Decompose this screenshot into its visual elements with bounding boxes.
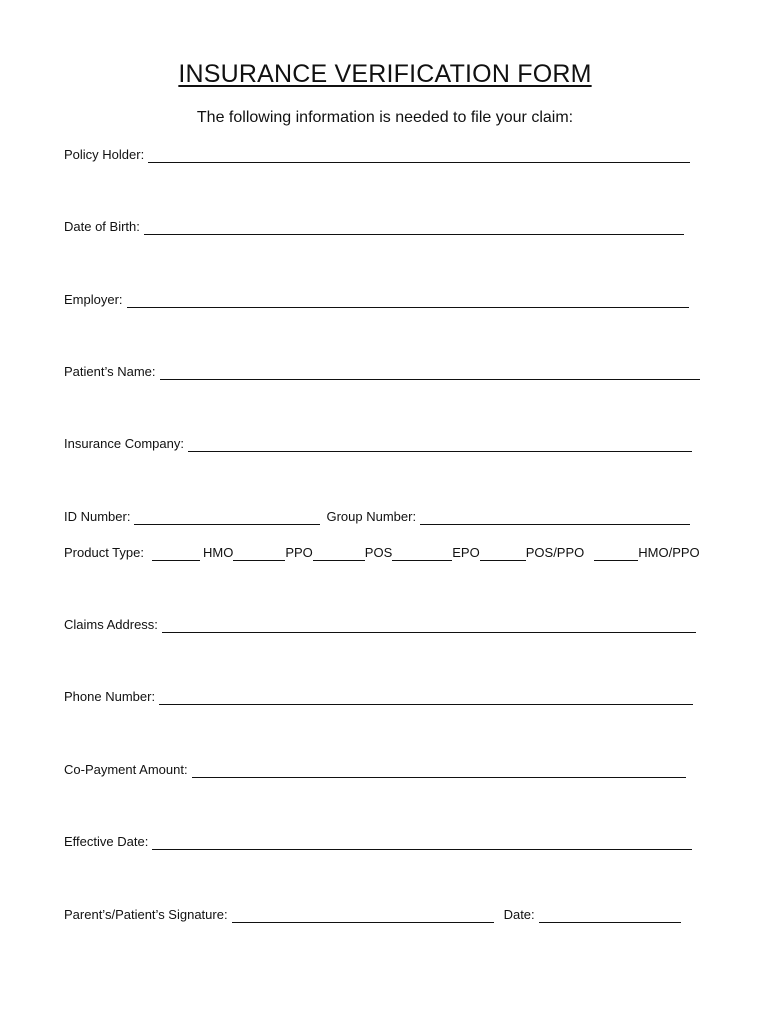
product-type-label: Product Type: bbox=[64, 545, 144, 560]
product-hmo-ppo-blank[interactable] bbox=[594, 546, 638, 561]
insurance-company-row bbox=[64, 432, 692, 452]
product-hmo-blank[interactable] bbox=[152, 546, 200, 561]
dob-row bbox=[64, 215, 684, 235]
insurance-company-label: Insurance Company: bbox=[64, 436, 184, 451]
product-option-ppo: PPO bbox=[285, 545, 313, 560]
id-number-label: ID Number: bbox=[64, 509, 131, 524]
product-option-pos-ppo: POS/PPO bbox=[525, 545, 585, 560]
date-field[interactable] bbox=[539, 908, 681, 923]
patient-name-field[interactable] bbox=[160, 365, 700, 380]
claims-address-label: Claims Address: bbox=[64, 617, 158, 632]
claims-address-field[interactable] bbox=[162, 618, 696, 633]
group-number-field[interactable] bbox=[420, 510, 690, 525]
form-title: INSURANCE VERIFICATION FORM bbox=[178, 60, 592, 88]
product-type-row bbox=[64, 541, 700, 561]
group-number-label: Group Number: bbox=[326, 509, 417, 524]
copay-row bbox=[64, 758, 686, 778]
phone-number-label: Phone Number: bbox=[64, 689, 156, 704]
copay-field[interactable] bbox=[192, 763, 686, 778]
product-option-hmo-ppo: HMO/PPO bbox=[638, 545, 700, 560]
employer-row bbox=[64, 288, 689, 308]
effective-date-field[interactable] bbox=[152, 835, 692, 850]
dob-label: Date of Birth: bbox=[64, 219, 140, 234]
effective-date-label: Effective Date: bbox=[64, 834, 149, 849]
dob-field[interactable] bbox=[144, 220, 684, 235]
product-option-pos: POS bbox=[364, 545, 393, 560]
id-number-field[interactable] bbox=[134, 510, 320, 525]
product-option-hmo: HMO bbox=[202, 545, 234, 560]
policy-holder-row bbox=[64, 143, 690, 163]
patient-name-label: Patient’s Name: bbox=[64, 364, 156, 379]
product-pos-blank[interactable] bbox=[313, 546, 365, 561]
phone-number-field[interactable] bbox=[159, 690, 693, 705]
copay-label: Co-Payment Amount: bbox=[64, 762, 188, 777]
product-pos-ppo-blank[interactable] bbox=[480, 546, 526, 561]
signature-row bbox=[64, 903, 681, 923]
id-group-row bbox=[64, 505, 690, 525]
product-epo-blank[interactable] bbox=[392, 546, 452, 561]
insurance-company-field[interactable] bbox=[188, 437, 692, 452]
patient-name-row bbox=[64, 360, 700, 380]
policy-holder-label: Policy Holder: bbox=[64, 147, 145, 162]
employer-label: Employer: bbox=[64, 292, 123, 307]
phone-number-row bbox=[64, 685, 693, 705]
signature-label: Parent’s/Patient’s Signature: bbox=[64, 907, 228, 922]
signature-field[interactable] bbox=[232, 908, 494, 923]
product-ppo-blank[interactable] bbox=[233, 546, 285, 561]
policy-holder-field[interactable] bbox=[148, 148, 690, 163]
employer-field[interactable] bbox=[127, 293, 689, 308]
effective-date-row bbox=[64, 830, 692, 850]
form-subtitle: The following information is needed to file your claim: bbox=[196, 109, 574, 126]
claims-address-row bbox=[64, 613, 696, 633]
product-option-epo: EPO bbox=[452, 545, 480, 560]
date-label: Date: bbox=[503, 907, 535, 922]
